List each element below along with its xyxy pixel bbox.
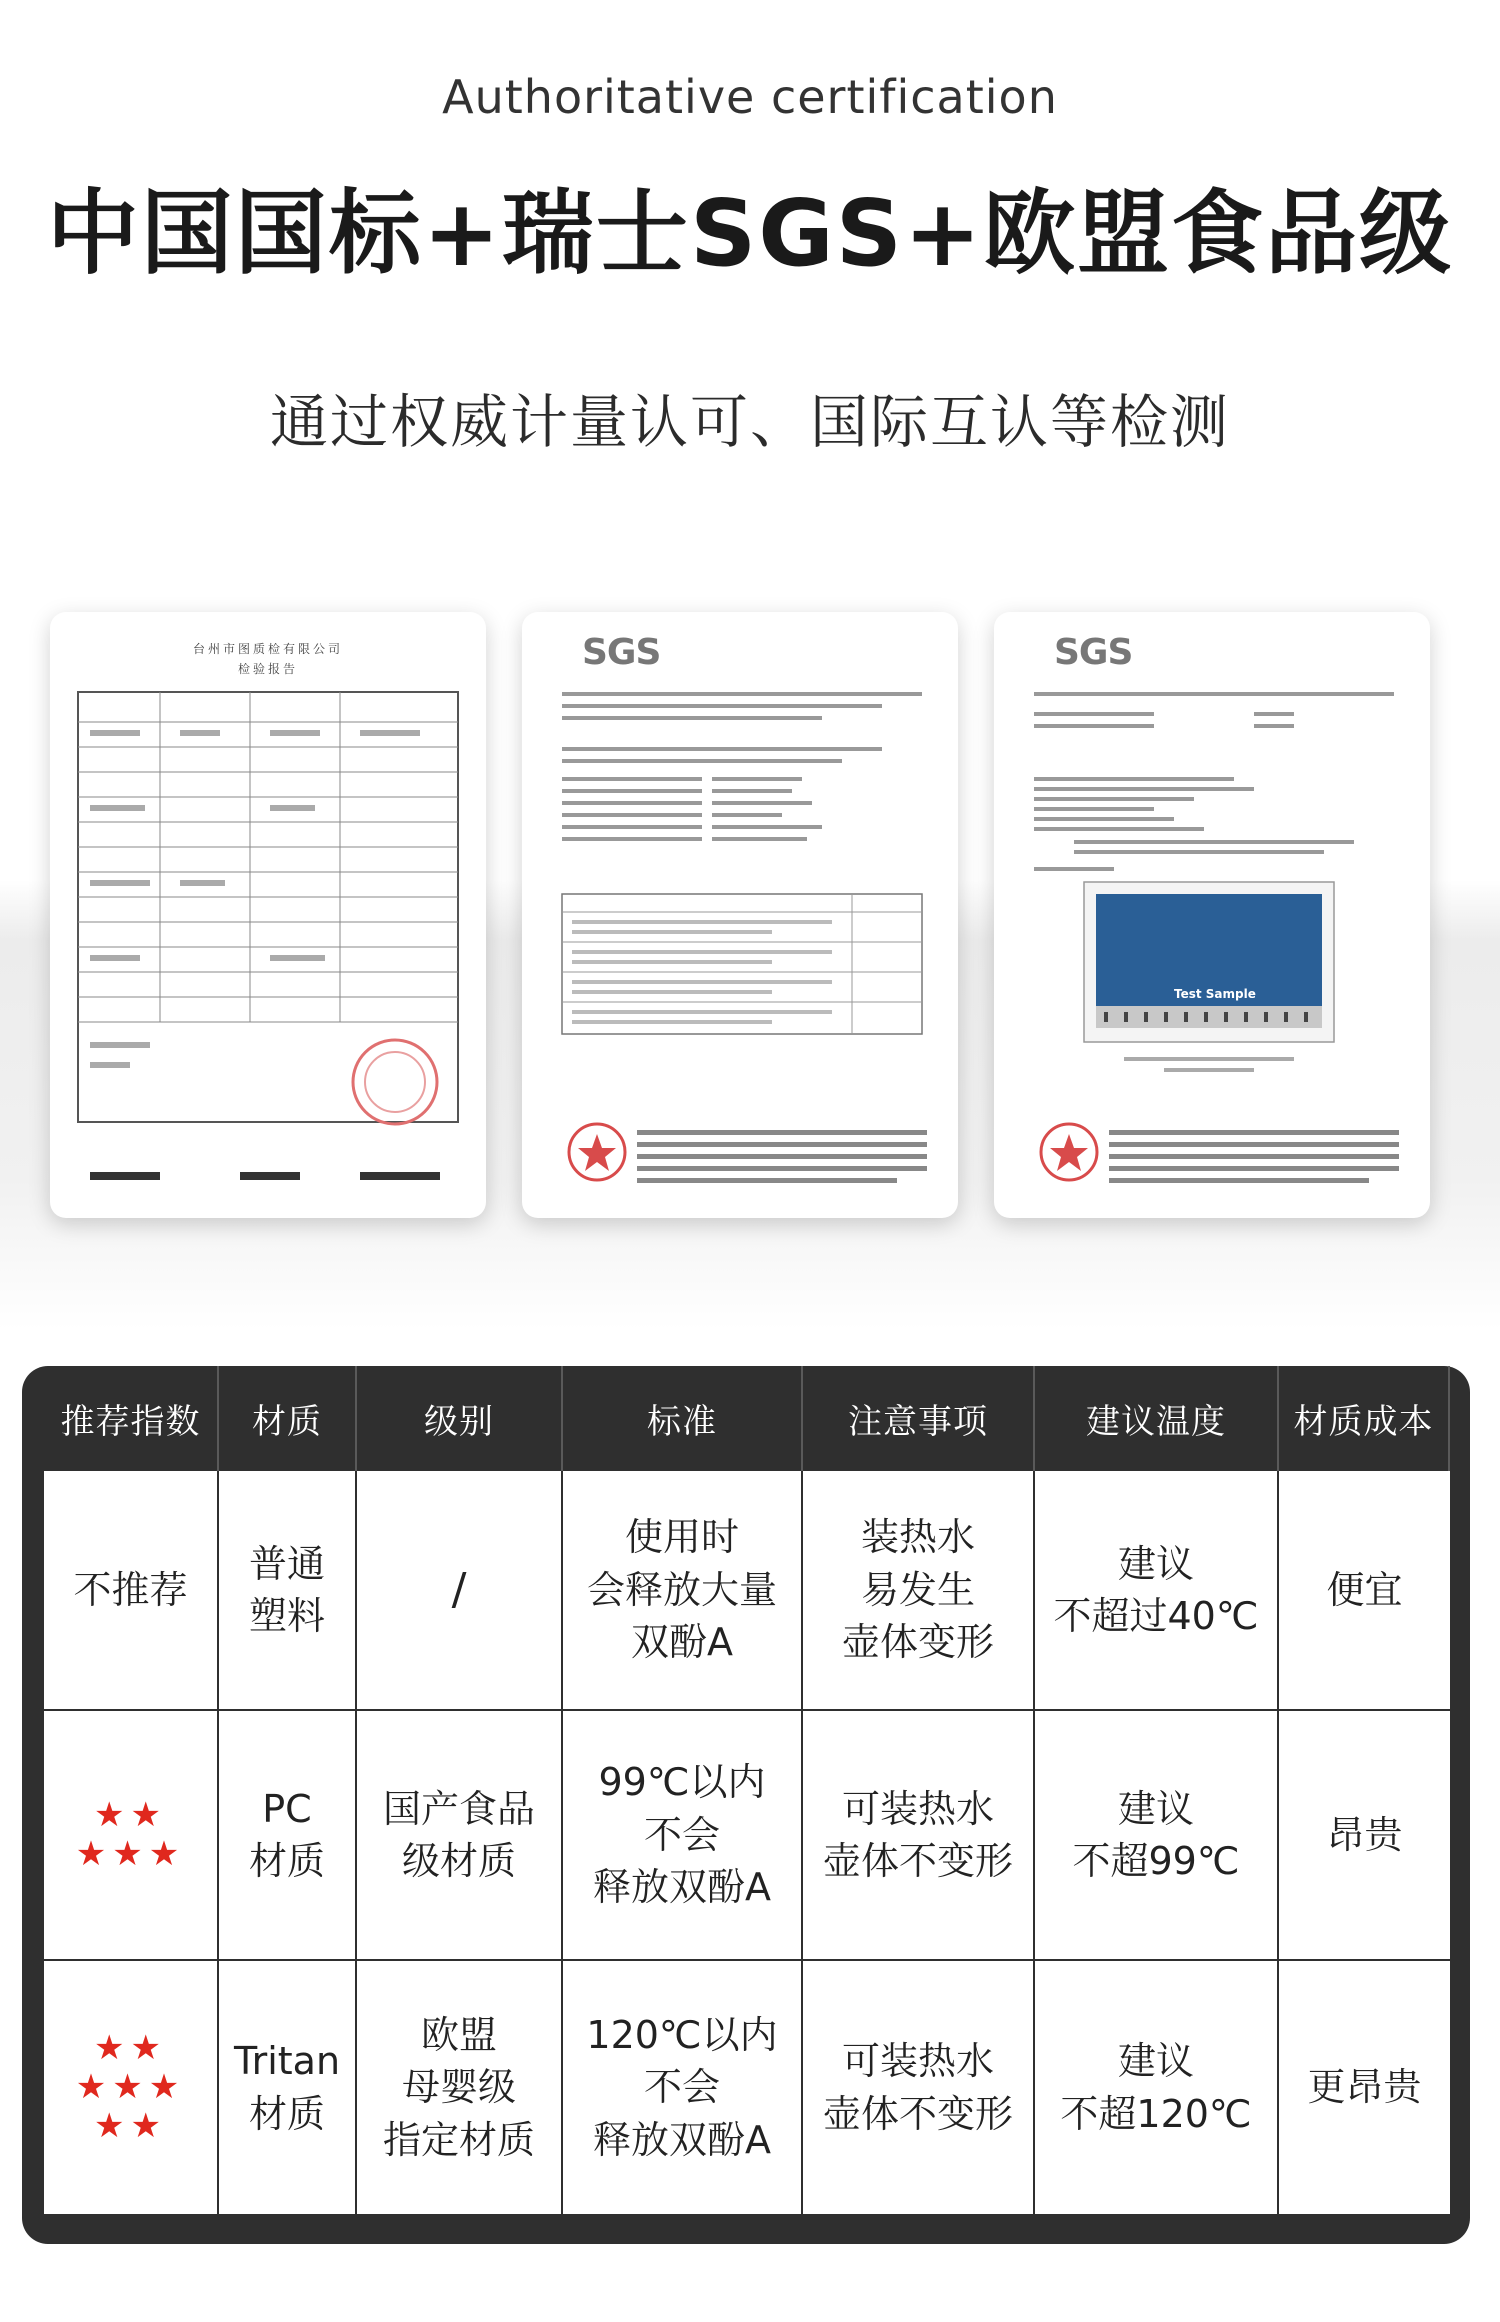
row2-grade: 国产食品 级材质 xyxy=(357,1711,563,1961)
row1-rating: 不推荐 xyxy=(44,1471,219,1711)
report-document-illustration xyxy=(50,612,486,1218)
header-rating: 推荐指数 xyxy=(44,1366,219,1471)
sgs-report-illustration xyxy=(522,612,958,1218)
row2-rating xyxy=(44,1711,219,1961)
row3-cost: 更昂贵 xyxy=(1279,1961,1450,2216)
row2-standard: 99℃以内 不会 释放双酚A xyxy=(563,1711,803,1961)
row3-note: 可装热水 壶体不变形 xyxy=(803,1961,1035,2216)
row1-temperature: 建议 不超过40℃ xyxy=(1035,1471,1279,1711)
sgs-sample-report-illustration xyxy=(994,612,1430,1218)
comparison-table xyxy=(22,1366,1470,2244)
certificate-issuer: 台州市图质检有限公司 xyxy=(192,642,343,656)
test-sample-label: Test Sample xyxy=(1174,987,1256,1001)
headline: 中国国标+瑞士SGS+欧盟食品级 xyxy=(46,180,1454,287)
star-rating-icon: ★★ ★★★ xyxy=(75,1794,186,1874)
row1-material: 普通 塑料 xyxy=(219,1471,357,1711)
header-temperature: 建议温度 xyxy=(1035,1366,1279,1471)
sgs-logo: SGS xyxy=(582,632,661,673)
header-standard: 标准 xyxy=(563,1366,803,1471)
row1-standard: 使用时 会释放大量 双酚A xyxy=(563,1471,803,1711)
certificate-card-1 xyxy=(50,612,486,1218)
row1-cost: 便宜 xyxy=(1279,1471,1450,1711)
header-notes: 注意事项 xyxy=(803,1366,1035,1471)
row1-note: 装热水 易发生 壶体变形 xyxy=(803,1471,1035,1711)
subtitle-english: Authoritative certification xyxy=(442,70,1058,124)
comparison-grid xyxy=(44,1366,1450,2226)
certificate-title: 检验报告 xyxy=(237,662,298,676)
certificate-card-2 xyxy=(522,612,958,1218)
certificate-card-3 xyxy=(994,612,1430,1218)
row3-rating xyxy=(44,1961,219,2216)
row3-standard: 120℃以内 不会 释放双酚A xyxy=(563,1961,803,2216)
row1-grade: / xyxy=(357,1471,563,1711)
header-grade: 级别 xyxy=(357,1366,563,1471)
tagline: 通过权威计量认可、国际互认等检测 xyxy=(269,388,1230,456)
sgs-logo: SGS xyxy=(1054,632,1133,673)
row2-temperature: 建议 不超99℃ xyxy=(1035,1711,1279,1961)
row2-material: PC 材质 xyxy=(219,1711,357,1961)
row3-grade: 欧盟 母婴级 指定材质 xyxy=(357,1961,563,2216)
row2-cost: 昂贵 xyxy=(1279,1711,1450,1961)
row3-temperature: 建议 不超120℃ xyxy=(1035,1961,1279,2216)
star-rating-icon: ★★ ★★★ ★★ xyxy=(75,2027,186,2147)
row3-material: Tritan 材质 xyxy=(219,1961,357,2216)
row2-note: 可装热水 壶体不变形 xyxy=(803,1711,1035,1961)
header-cost: 材质成本 xyxy=(1279,1366,1450,1471)
header-material: 材质 xyxy=(219,1366,357,1471)
